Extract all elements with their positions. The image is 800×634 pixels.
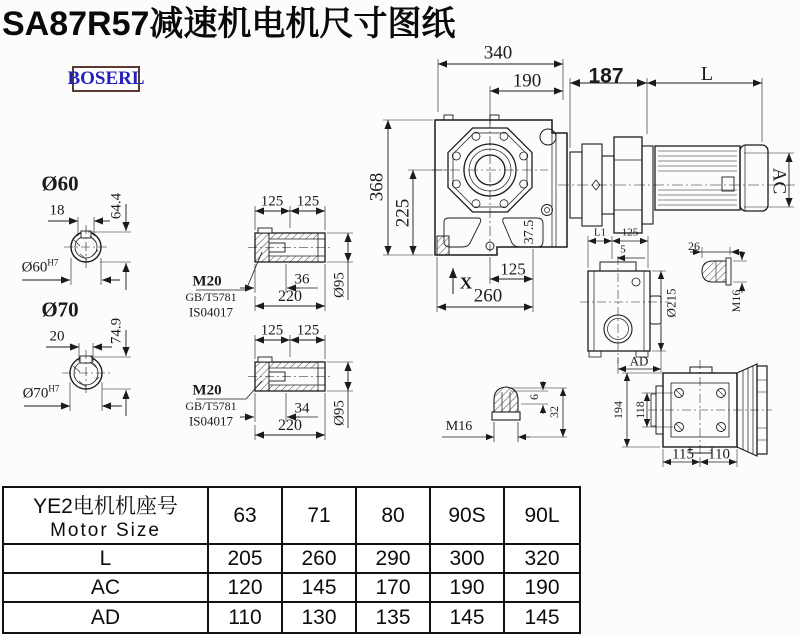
dim-label-marker-x: X <box>459 273 473 293</box>
table-header-en: Motor Size <box>50 519 161 541</box>
dim-label-flange-215: Ø215 <box>663 288 679 318</box>
table-cell: 145 <box>283 574 357 603</box>
dim-label-bore60-title: Ø60 <box>41 171 79 196</box>
table-cell: 320 <box>505 545 579 574</box>
dim-label-cap-m16-front: M16 <box>445 419 473 434</box>
gearbox-front-view <box>383 59 567 312</box>
table-header-motor-size <box>4 488 209 545</box>
dim-label-bore70-title: Ø70 <box>41 297 79 322</box>
table-cell: 260 <box>283 545 357 574</box>
table-cell: 170 <box>357 574 431 603</box>
table-row-label-l: L <box>4 545 209 574</box>
dim-label-cap-26: 26 <box>688 239 700 253</box>
dim-label-side-5: 5 <box>620 243 626 256</box>
table-col-80: 80 <box>357 488 431 545</box>
dim-label-a-125r: 125 <box>296 193 320 210</box>
dim-label-motor-ac: AC <box>768 167 790 195</box>
dim-label-b-std2: IS04017 <box>188 413 234 429</box>
dim-label-top-118: 118 <box>633 401 647 419</box>
dim-label-cap-m16-side: M16 <box>729 289 743 313</box>
table-cell: 190 <box>505 574 579 603</box>
dim-label-half-125: 125 <box>500 259 526 279</box>
table-row-label-ad: AD <box>4 603 209 632</box>
dim-label-a-std1: GB/T5781 <box>185 290 237 304</box>
table-col-63: 63 <box>209 488 283 545</box>
dim-label-cap-32: 32 <box>547 406 561 418</box>
dim-label-motor-l: L <box>700 63 714 85</box>
dim-label-l1: L1 <box>593 226 607 239</box>
table-cell: 120 <box>209 574 283 603</box>
dim-label-foot-375: 37.5 <box>522 219 537 245</box>
dim-label-top-194: 194 <box>611 401 625 419</box>
table-cell: 300 <box>431 545 505 574</box>
dim-label-a-length: 220 <box>278 288 302 305</box>
dim-label-a-std2: IS04017 <box>188 304 234 320</box>
dim-label-b-thread: M20 <box>192 382 222 399</box>
dim-label-adapter-187: 187 <box>588 64 624 88</box>
dim-label-b-engage: 34 <box>294 400 310 417</box>
dim-label-ad: AD <box>629 353 649 369</box>
dim-label-height-368: 368 <box>366 172 388 202</box>
dim-label-keywidth-60: 18 <box>49 202 65 219</box>
dim-label-height-644: 64.4 <box>108 192 125 220</box>
dim-label-width-340: 340 <box>483 42 513 64</box>
table-col-90s: 90S <box>431 488 505 545</box>
dim-label-a-engage: 36 <box>294 271 310 288</box>
gearbox-side-view <box>580 236 668 374</box>
dim-label-a-diameter: Ø95 <box>331 272 348 298</box>
dim-label-side-125: 125 <box>621 226 639 239</box>
table-cell: 135 <box>357 603 431 632</box>
dim-label-top-110: 110 <box>708 446 730 463</box>
table-cell: 145 <box>431 603 505 632</box>
motor-side-view <box>558 78 795 233</box>
dim-label-a-thread: M20 <box>192 273 222 290</box>
dim-label-top-115: 115 <box>672 446 694 463</box>
brand-logo: BOSERL <box>72 66 140 92</box>
table-col-90l: 90L <box>505 488 579 545</box>
dim-label-cap-6: 6 <box>527 394 541 400</box>
dim-label-offset-190: 190 <box>512 70 542 92</box>
dim-label-a-125l: 125 <box>260 193 284 210</box>
dim-label-b-125r: 125 <box>296 322 320 339</box>
key-cap-side-view <box>690 247 747 293</box>
motor-size-table <box>2 486 581 634</box>
table-col-71: 71 <box>283 488 357 545</box>
dim-label-bore70-tol: $Ø70^{H7}$ <box>22 383 60 402</box>
dim-label-b-std1: GB/T5781 <box>185 399 237 413</box>
dim-label-bore60-tol: $Ø60^{H7}$ <box>21 257 59 276</box>
dim-label-b-diameter: Ø95 <box>331 400 348 426</box>
dim-label-b-length: 220 <box>278 417 302 434</box>
table-cell: 190 <box>431 574 505 603</box>
page-title: SA87R57减速机电机尺寸图纸 <box>2 5 456 43</box>
table-row-label-ac: AC <box>4 574 209 603</box>
dim-label-b-125l: 125 <box>260 322 284 339</box>
dim-label-height-749: 74.9 <box>108 317 125 345</box>
table-header-cn: YE2电机机座号 <box>33 494 178 518</box>
table-cell: 110 <box>209 603 283 632</box>
dim-label-base-260: 260 <box>473 285 503 307</box>
table-cell: 205 <box>209 545 283 574</box>
table-cell: 145 <box>524 605 560 629</box>
dim-label-center-225: 225 <box>392 198 414 228</box>
dim-label-keywidth-70: 20 <box>49 328 65 345</box>
table-cell: 290 <box>357 545 431 574</box>
table-cell: 130 <box>283 603 357 632</box>
